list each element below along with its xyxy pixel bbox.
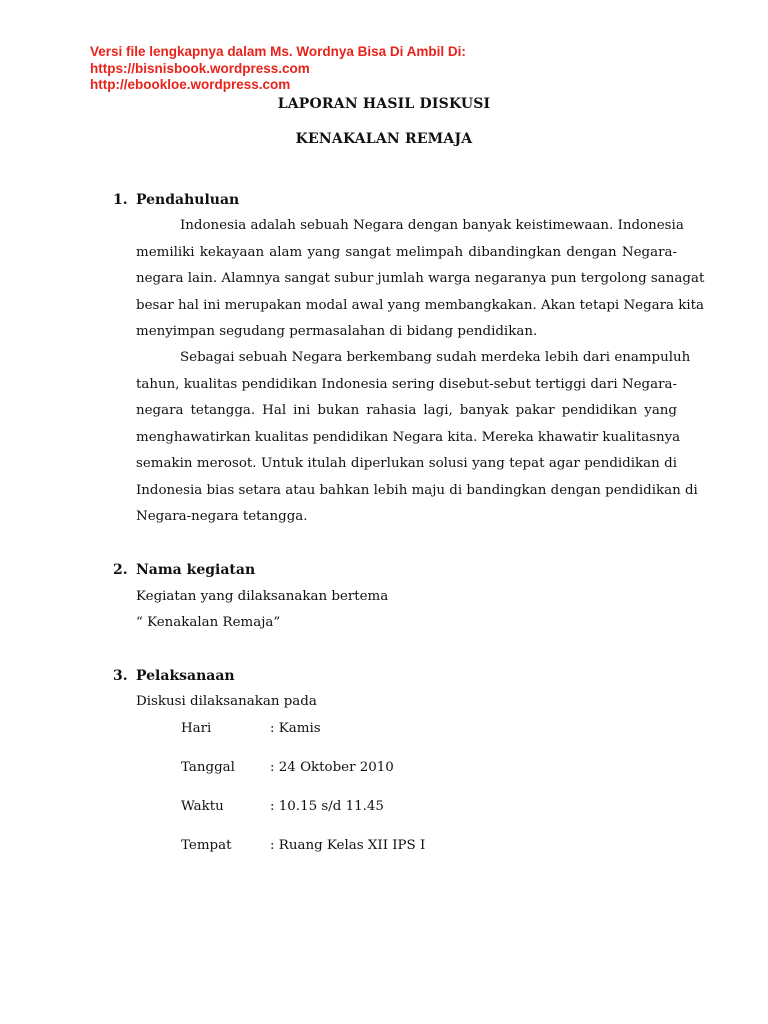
paragraph-line: menghawatirkan kualitas pendidikan Negara kita. Mereka khawatir kualitasnya [136, 429, 681, 445]
detail-label: Hari [181, 721, 212, 736]
detail-row-tanggal [181, 760, 394, 775]
report-title: LAPORAN HASIL DISKUSI [277, 96, 491, 112]
paragraph-line: Sebagai sebuah Negara berkembang sudah merdeka lebih dari enampuluh [180, 350, 691, 365]
section-number: 3. [113, 668, 128, 684]
detail-label: Tempat [181, 838, 232, 853]
section-heading-pendahuluan [113, 192, 239, 208]
paragraph-line: Indonesia adalah sebuah Negara dengan banyak keistimewaan. Indonesia [180, 218, 684, 233]
detail-label: Waktu [181, 799, 224, 814]
detail-value: : Kamis [270, 721, 321, 736]
paragraph-line: memiliki kekayaan alam yang sangat melimpah dibandingkan dengan Negara- [136, 244, 677, 260]
detail-value: : 10.15 s/d 11.45 [270, 799, 384, 814]
paragraph-line: negara tetangga. Hal ini bukan rahasia lagi, banyak pakar pendidikan yang [136, 403, 677, 418]
section-heading-pelaksanaan [113, 668, 235, 684]
paragraph-line: tahun, kualitas pendidikan Indonesia sering disebut-sebut tertiggi dari Negara- [136, 376, 677, 392]
section-heading-nama-kegiatan [113, 562, 255, 578]
detail-row-waktu [181, 799, 384, 814]
download-notice [90, 44, 466, 94]
notice-link-ebookloe[interactable]: http://ebookloe.wordpress.com [90, 77, 291, 92]
paragraph-line: Negara-negara tetangga. [136, 509, 308, 524]
detail-row-hari [181, 721, 321, 736]
detail-label: Tanggal [181, 760, 235, 775]
section-number: 1. [113, 192, 128, 208]
paragraph-line: menyimpan segudang permasalahan di bidang pendidikan. [136, 324, 538, 339]
detail-value: : Ruang Kelas XII IPS I [270, 838, 426, 853]
section-title: Pelaksanaan [136, 668, 235, 684]
paragraph-line: negara lain. Alamnya sangat subur jumlah warga negaranya pun tergolong sanagat [136, 271, 705, 286]
implementation-intro: Diskusi dilaksanakan pada [136, 694, 317, 709]
report-subtitle: KENAKALAN REMAJA [295, 131, 473, 147]
activity-description: Kegiatan yang dilaksanakan bertema [136, 589, 389, 604]
paragraph-1 [136, 213, 705, 346]
paragraph-line: besar hal ini merupakan modal awal yang membangkakan. Akan tetapi Negara kita [136, 297, 705, 313]
section-number: 2. [113, 562, 128, 578]
notice-text: Versi file lengkapnya dalam Ms. Wordnya Bisa Di Ambil Di: [90, 44, 466, 59]
section-title: Nama kegiatan [136, 562, 256, 578]
detail-row-tempat [181, 838, 425, 853]
activity-theme: “ Kenakalan Remaja” [136, 615, 281, 630]
paragraph-2 [136, 345, 698, 531]
paragraph-line: Indonesia bias setara atau bahkan lebih maju di bandingkan dengan pendidikan di [136, 482, 698, 498]
paragraph-line: semakin merosot. Untuk itulah diperlukan solusi yang tepat agar pendidikan di [136, 456, 677, 471]
detail-value: : 24 Oktober 2010 [270, 760, 394, 775]
notice-link-bisnisbook[interactable]: https://bisnisbook.wordpress.com [90, 60, 310, 76]
section-title: Pendahuluan [136, 192, 240, 208]
